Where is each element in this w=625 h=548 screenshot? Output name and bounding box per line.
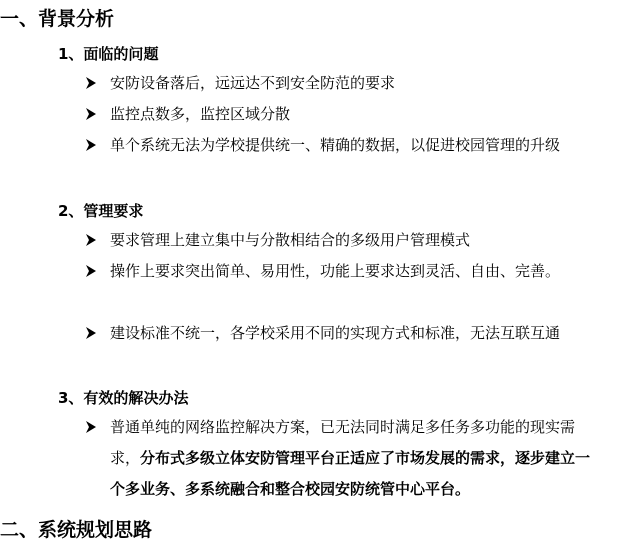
list-item: 监控点数多，监控区域分散 [84,99,604,130]
list-item: 安防设备落后，远远达不到安全防范的要求 [84,68,604,99]
list-item [84,412,604,505]
section-heading-background: 一、背景分析 [0,8,115,30]
solution-text: 普通单纯的网络监控解决方案，已无法同时满足多任务多功能的现实需求， [110,418,576,467]
arrow-bullet-icon [84,264,98,278]
subheading-requirements: 2、管理要求 [58,202,144,220]
list-item: 操作上要求突出简单、易用性，功能上要求达到灵活、自由、完善。 [84,256,604,287]
arrow-bullet-icon [84,326,98,340]
arrow-bullet-icon [84,233,98,247]
subheading-problems: 1、面临的问题 [58,45,159,63]
solution-highlight: 分布式多级立体安防管理平台正适应了市场发展的需求，逐步建立一个多业务、多系统融合和整合校园安防统管中心平台。 [110,449,591,498]
arrow-bullet-icon [84,420,98,434]
list-item: 要求管理上建立集中与分散相结合的多级用户管理模式 [84,225,604,256]
section-heading-planning: 二、系统规划思路 [0,519,153,541]
list-item: 建设标准不统一，各学校采用不同的实现方式和标准，无法互联互通 [84,318,604,349]
arrow-bullet-icon [84,138,98,152]
list-item: 单个系统无法为学校提供统一、精确的数据，以促进校园管理的升级 [84,130,604,161]
subheading-solution: 3、有效的解决办法 [58,389,189,407]
arrow-bullet-icon [84,76,98,90]
arrow-bullet-icon [84,107,98,121]
